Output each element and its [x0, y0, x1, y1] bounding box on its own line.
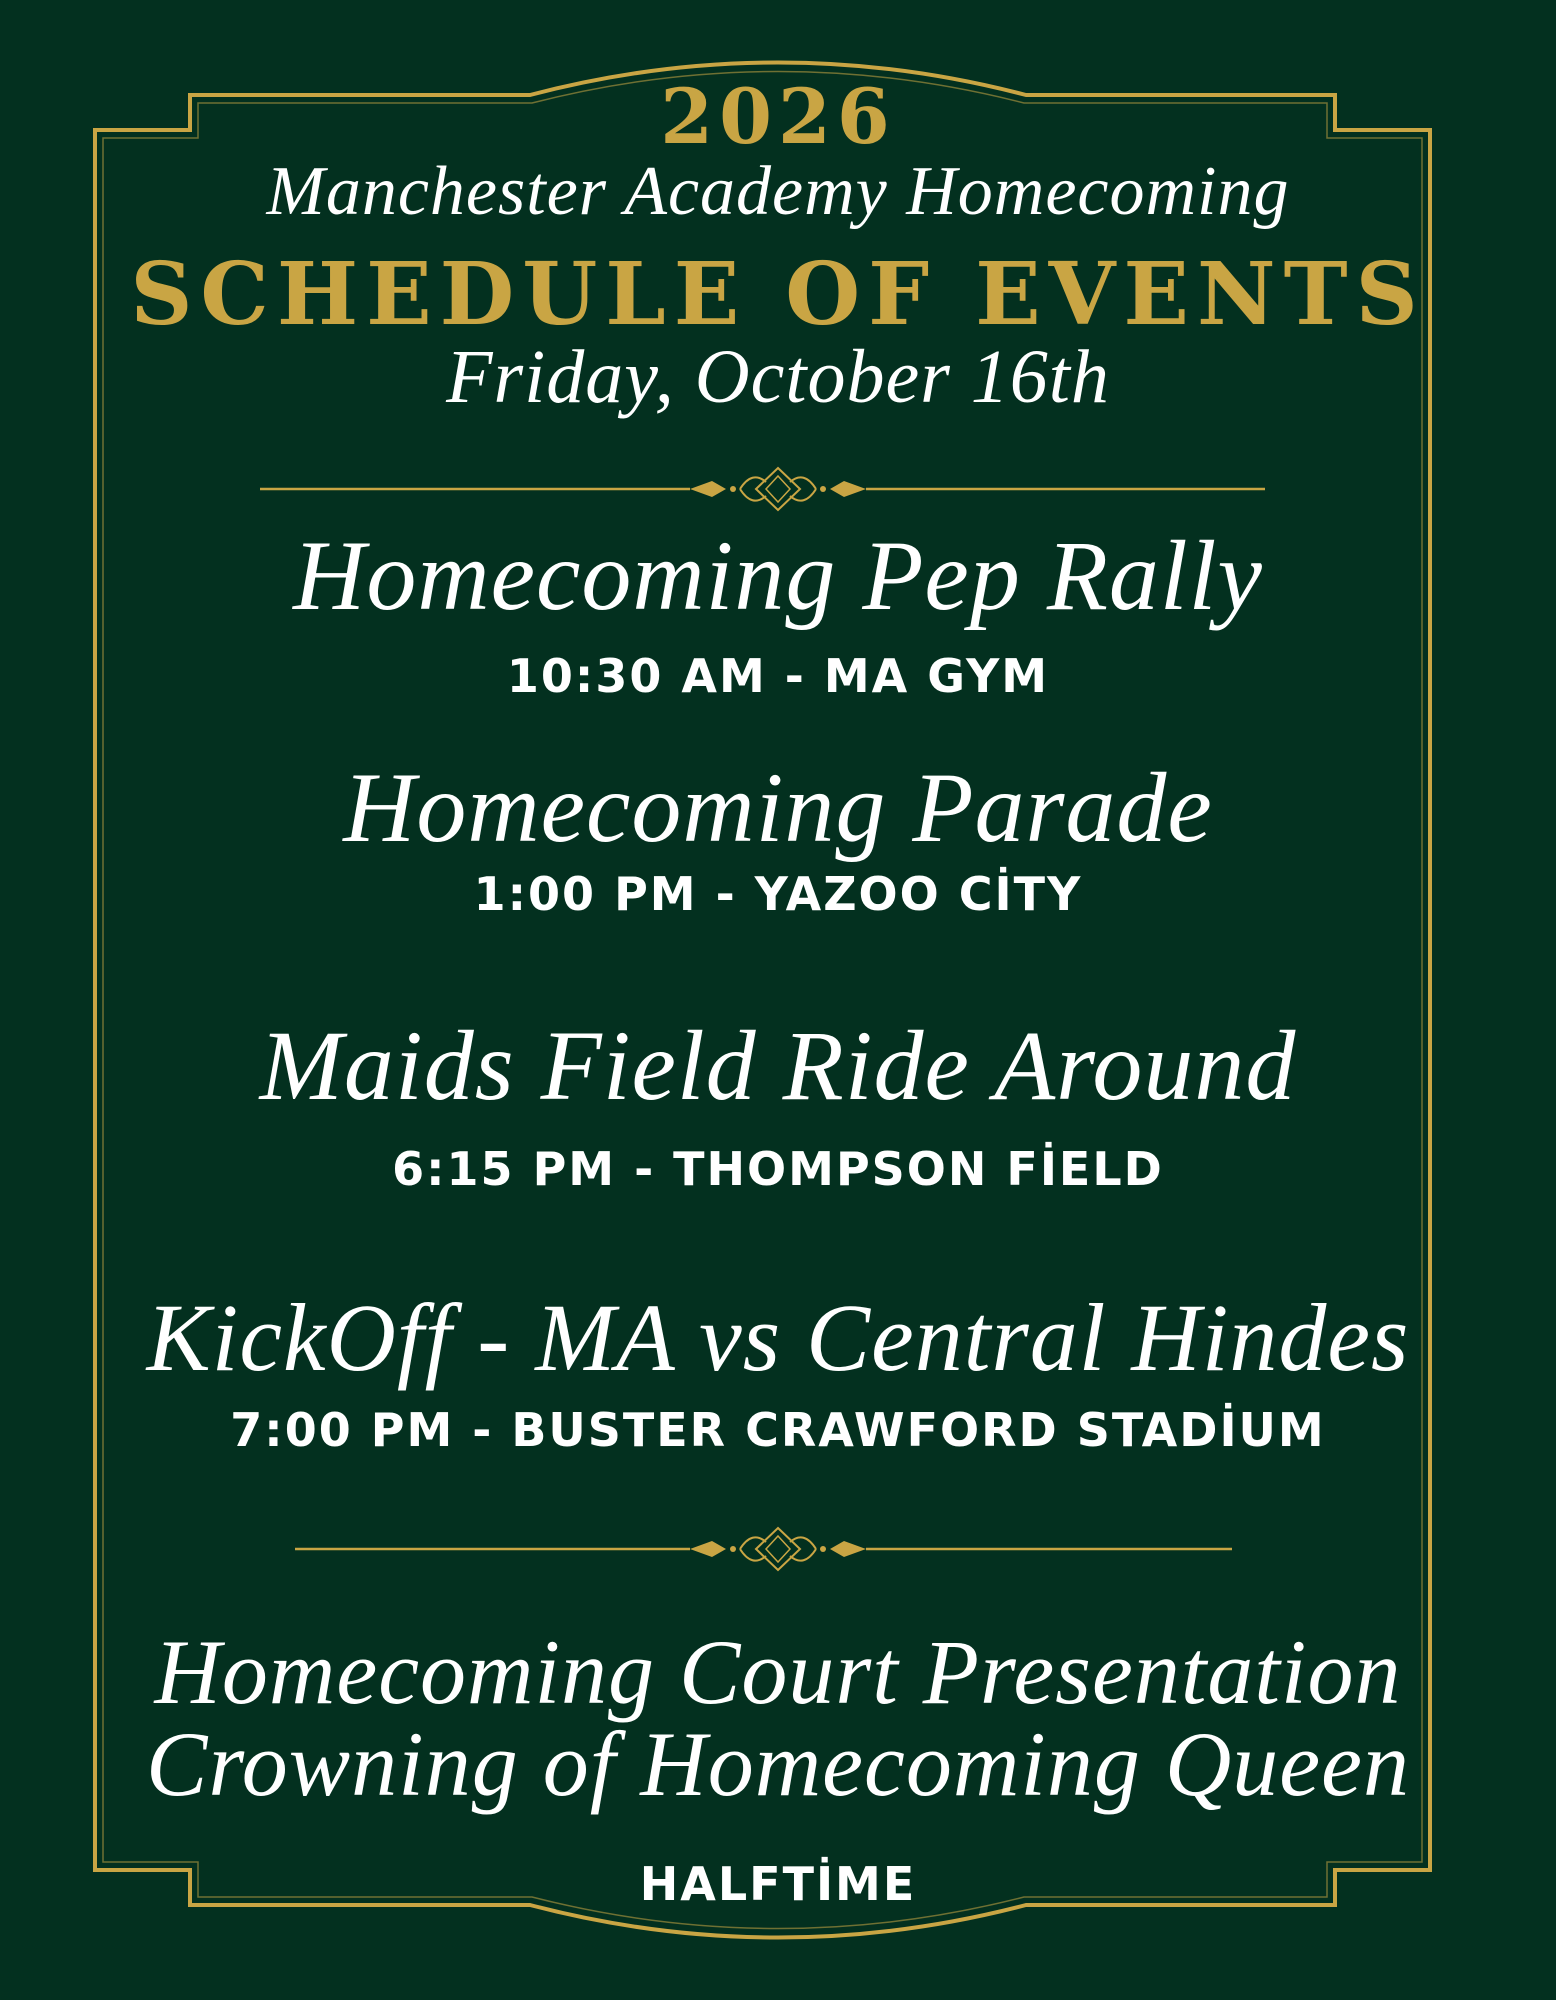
event-title-parade: Homecoming Parade: [343, 752, 1213, 863]
event-title-kickoff: KickOff - MA vs Central Hindes: [146, 1284, 1410, 1391]
halftime-court-presentation: Homecoming Court Presentation: [154, 1621, 1402, 1723]
event-detail-parade: 1:00 PM - YAZOO CİTY: [473, 867, 1083, 921]
event-title-pep-rally: Homecoming Pep Rally: [293, 520, 1263, 631]
event-title-ride-around: Maids Field Ride Around: [259, 1010, 1297, 1121]
ornament-divider-top: [260, 468, 1265, 510]
ornament-divider-bottom: [295, 1528, 1232, 1570]
event-detail-kickoff: 7:00 PM - BUSTER CRAWFORD STADİUM: [230, 1403, 1326, 1457]
event-year: 2026: [660, 72, 896, 161]
event-detail-pep-rally: 10:30 AM - MA GYM: [506, 649, 1050, 703]
event-date: Friday, October 16th: [446, 335, 1110, 419]
school-subtitle: Manchester Academy Homecoming: [266, 153, 1290, 230]
halftime-crowning: Crowning of Homecoming Queen: [146, 1713, 1410, 1815]
page-title: SCHEDULE OF EVENTS: [130, 244, 1426, 345]
event-detail-ride-around: 6:15 PM - THOMPSON FİELD: [392, 1142, 1164, 1196]
halftime-label: HALFTİME: [639, 1857, 917, 1911]
